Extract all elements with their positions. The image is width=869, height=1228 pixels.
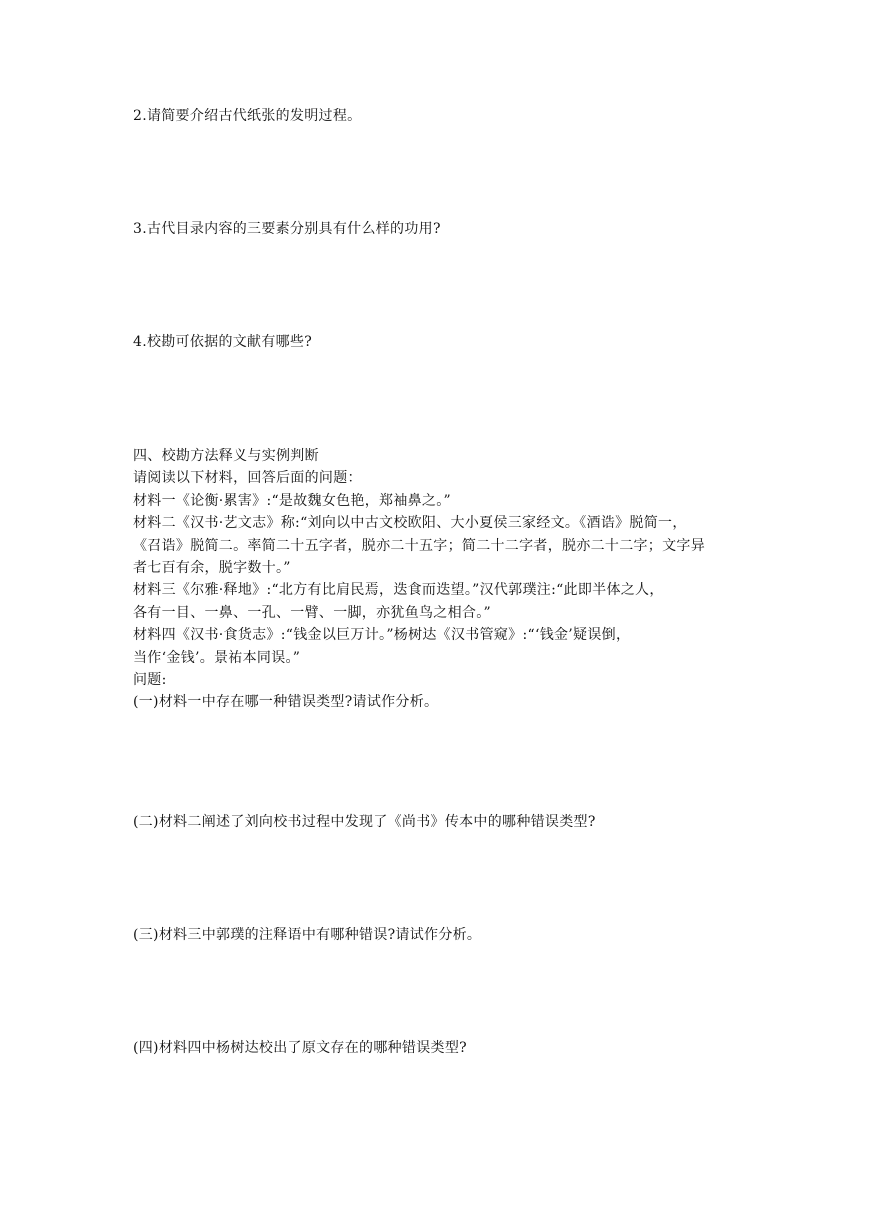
section-intro: 请阅读以下材料，回答后面的问题： <box>133 470 362 487</box>
material-line: 材料三《尔雅·释地》:“北方有比肩民焉，迭食而迭望。”汉代郭璞注:“此即半体之人， <box>133 582 664 599</box>
material-line: 材料四《汉书·食货志》:“钱金以巨万计。”杨树达《汉书管窥》:“‘钱金’疑误倒， <box>133 627 631 644</box>
section-heading: 四、校勘方法释义与实例判断 <box>133 448 319 464</box>
sub-question-2: (二)材料二阐述了刘向校书过程中发现了《尚书》传本中的哪种错误类型? <box>133 814 596 830</box>
material-line: 当作‘金钱’。景祐本同误。” <box>133 649 301 666</box>
material-line: 《召诰》脱简二。率简二十五字者，脱亦二十五字；简二十二字者，脱亦二十二字；文字异 <box>133 537 705 554</box>
questions-label: 问题: <box>133 672 167 689</box>
section-4 <box>133 445 773 714</box>
sub-question-1: (一)材料一中存在哪一种错误类型?请试作分析。 <box>133 694 439 711</box>
material-line: 各有一目、一鼻、一孔、一臂、一脚，亦犹鱼鸟之相合。” <box>133 604 491 621</box>
question-3: 3.古代目录内容的三要素分别具有什么样的功用? <box>133 221 441 237</box>
question-4: 4.校勘可依据的文献有哪些? <box>133 334 313 350</box>
sub-question-3: (三)材料三中郭璞的注释语中有哪种错误?请试作分析。 <box>133 927 482 943</box>
sub-question-4: (四)材料四中杨树达校出了原文存在的哪种错误类型? <box>133 1040 467 1056</box>
material-line: 材料一《论衡·累害》:“是故魏女色艳，郑袖鼻之。” <box>133 492 451 509</box>
material-line: 者七百有余，脱字数十。” <box>133 560 291 577</box>
question-2: 2.请简要介绍古代纸张的发明过程。 <box>133 108 362 124</box>
material-line: 材料二《汉书·艺文志》称:“刘向以中古文校欧阳、大小夏侯三家经文。《酒诰》脱简一， <box>133 515 687 532</box>
